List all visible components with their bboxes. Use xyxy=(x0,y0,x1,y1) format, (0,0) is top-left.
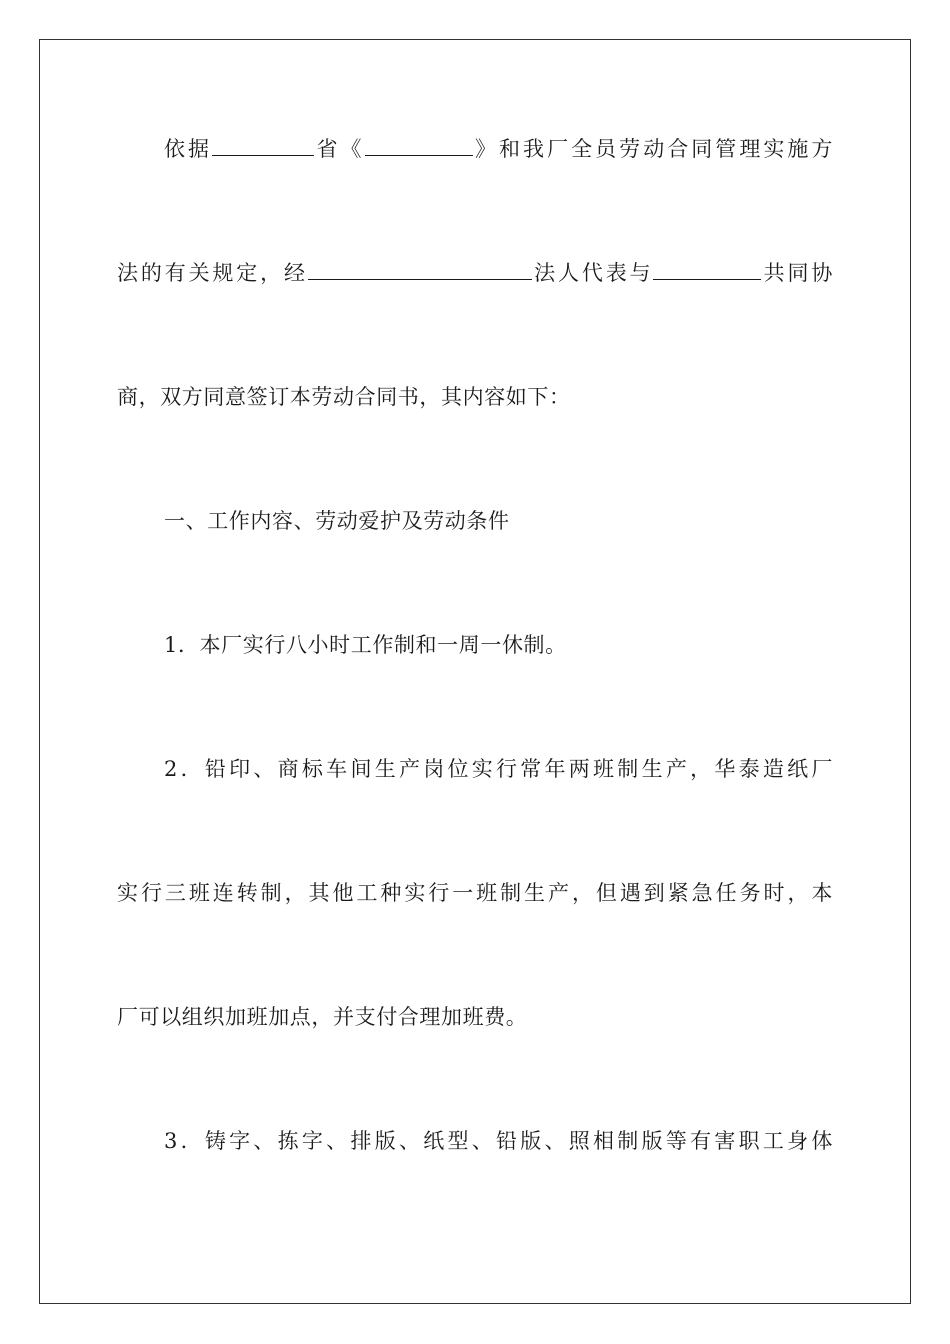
list-item-2-line-2: 实行三班连转制，其他工种实行一班制生产，但遇到紧急任务时，本 xyxy=(117,881,833,905)
list-item-2-line-3: 厂可以组织加班加点，并支付合理加班费。 xyxy=(117,1005,528,1029)
paragraph-intro-line-2 xyxy=(117,258,833,288)
intro-text-1: 依据 xyxy=(164,137,213,161)
paragraph-intro-line-3: 商，双方同意签订本劳动合同书，其内容如下： xyxy=(117,385,571,409)
page-border xyxy=(39,39,911,1304)
party-name-blank[interactable] xyxy=(653,259,761,280)
authority-blank[interactable] xyxy=(308,259,532,280)
list-item-1: 1．本厂实行八小时工作制和一周一休制。 xyxy=(164,633,567,657)
intro-text-4: 法的有关规定，经 xyxy=(117,261,308,285)
intro-text-3: 》和我厂全员劳动合同管理实施方 xyxy=(472,137,834,161)
intro-text-6: 共同协 xyxy=(761,261,833,285)
list-item-3-line-1: 3．铸字、拣字、排版、纸型、铅版、照相制版等有害职工身体 xyxy=(164,1129,833,1153)
intro-text-5: 法人代表与 xyxy=(531,261,654,285)
province-blank[interactable] xyxy=(212,135,314,156)
regulation-name-blank[interactable] xyxy=(365,135,473,156)
list-item-2-line-1: 2．铅印、商标车间生产岗位实行常年两班制生产，华泰造纸厂 xyxy=(164,757,833,781)
paragraph-intro-line-1 xyxy=(164,134,833,164)
section-heading: 一、工作内容、劳动爱护及劳动条件 xyxy=(164,509,510,533)
intro-text-2: 省《 xyxy=(314,137,365,161)
